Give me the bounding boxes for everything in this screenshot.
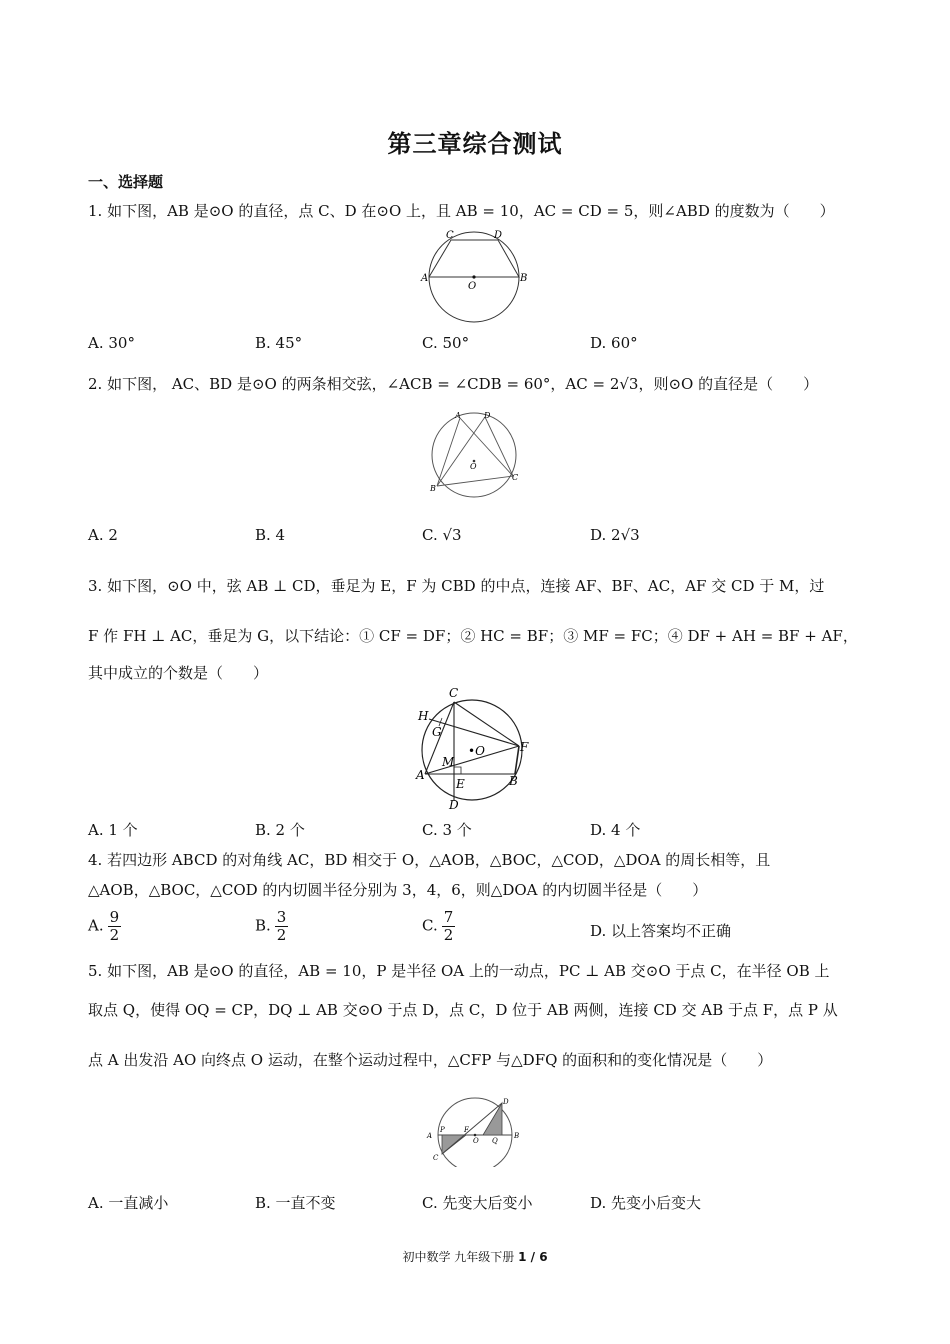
q1-option-c: C. 50° <box>422 334 470 352</box>
question-3-line-3: 其中成立的个数是（ ） <box>88 664 269 682</box>
q4-option-b: B. $\frac{3}{2}$ <box>255 908 287 944</box>
question-5-line-3: 点 A 出发沿 AO 向终点 O 运动，在整个运动过程中，△CFP 与△DFQ 的面积和的变化情况是（ ） <box>88 1051 773 1069</box>
q2-label-a: A <box>455 411 461 420</box>
q5-option-b: B. 一直不变 <box>255 1194 336 1212</box>
q3-label-d: D <box>449 798 459 812</box>
q4-option-a: A. $\frac{9}{2}$ <box>88 908 120 944</box>
q5-option-d: D. 先变小后变大 <box>590 1194 702 1212</box>
q2-option-a: A. 2 <box>88 526 118 544</box>
q3-label-b: B <box>509 774 518 788</box>
q1-label-b: B <box>520 273 528 284</box>
question-2-text: 2. 如下图， AC、BD 是⊙O 的两条相交弦，∠ACB = ∠CDB = 60°，AC = 2√3，则⊙O 的直径是（ ） <box>88 375 819 393</box>
q5-triangle-dfq <box>483 1103 502 1135</box>
q3-label-c: C <box>449 686 459 700</box>
question-1-text: 1. 如下图，AB 是⊙O 的直径，点 C、D 在⊙O 上，且 AB = 10，AC = CD = 5，则∠ABD 的度数为（ ） <box>88 202 835 220</box>
q3-label-m: M <box>442 755 455 769</box>
question-3-figure <box>412 684 537 812</box>
question-4-line-1: 4. 若四边形 ABCD 的对角线 AC，BD 相交于 O，△AOB，△BOC，△COD，△DOA 的周长相等，且 <box>88 851 771 869</box>
q3-label-o: •O <box>468 744 485 758</box>
q2-label-o: O <box>470 462 477 471</box>
q1-label-o: O <box>468 281 477 292</box>
q2-label-c: C <box>512 473 519 482</box>
section-heading: 一、选择题 <box>88 173 164 191</box>
q2-label-d: D <box>484 411 491 420</box>
q3-label-g: G <box>432 725 442 739</box>
q5-label-d: D <box>503 1098 509 1106</box>
q2-option-d: D. 2√3 <box>590 526 640 544</box>
page-number: 1 / 6 <box>518 1250 548 1264</box>
q5-label-c: C <box>433 1154 439 1162</box>
q5-label-o: O <box>473 1137 479 1145</box>
q1-center-dot <box>472 275 475 278</box>
q1-label-a: A <box>421 273 429 284</box>
question-1-figure <box>418 228 533 323</box>
q2-option-c: C. √3 <box>422 526 462 544</box>
q5-label-p: P <box>440 1126 445 1134</box>
q3-label-a: A <box>416 768 425 782</box>
q4-option-c: C. $\frac{7}{2}$ <box>422 908 454 944</box>
q3-label-f: F <box>520 740 529 754</box>
q4-option-d: D. 以上答案均不正确 <box>590 922 732 940</box>
footer-text: 初中数学 九年级下册 <box>402 1250 515 1264</box>
q5-label-b: B <box>514 1132 520 1140</box>
page-footer <box>0 1248 950 1265</box>
q5-center-dot <box>474 1134 477 1137</box>
q2-label-b: B <box>430 484 436 493</box>
q5-option-c: C. 先变大后变小 <box>422 1194 533 1212</box>
q5-label-q: Q <box>492 1137 498 1145</box>
question-5-line-1: 5. 如下图，AB 是⊙O 的直径，AB = 10，P 是半径 OA 上的一动点，PC ⊥ AB 交⊙O 于点 C，在半径 OB 上 <box>88 962 830 980</box>
q1-option-b: B. 45° <box>255 334 303 352</box>
question-3-line-2: F 作 FH ⊥ AC，垂足为 G，以下结论：① CF = DF；② HC = BF；③ MF = FC；④ DF + AH = BF + AF， <box>88 627 858 645</box>
question-5-line-2: 取点 Q，使得 OQ = CP，DQ ⊥ AB 交⊙O 于点 D，点 C，D 位于 AB 两侧，连接 CD 交 AB 于点 F，点 P 从 <box>88 1001 838 1019</box>
q1-option-d: D. 60° <box>590 334 638 352</box>
q1-label-d: D <box>494 230 503 241</box>
question-4-line-2: △AOB，△BOC，△COD 的内切圆半径分别为 3，4，6，则△DOA 的内切圆半径是（ ） <box>88 881 708 899</box>
q3-option-a: A. 1 个 <box>88 821 138 839</box>
q5-label-a: A <box>427 1132 433 1140</box>
question-5-figure <box>422 1092 527 1167</box>
q5-option-a: A. 一直减小 <box>88 1194 169 1212</box>
q3-label-h: H <box>418 709 429 723</box>
q1-option-a: A. 30° <box>88 334 135 352</box>
q5-label-f: F <box>464 1126 469 1134</box>
q3-option-c: C. 3 个 <box>422 821 472 839</box>
q3-option-b: B. 2 个 <box>255 821 305 839</box>
page-title: 第三章综合测试 <box>387 130 563 158</box>
q1-label-c: C <box>446 230 454 241</box>
question-3-line-1: 3. 如下图，⊙O 中，弦 AB ⊥ CD，垂足为 E，F 为 CBD 的中点，连接 AF、BF、AC，AF 交 CD 于 M，过 <box>88 577 825 595</box>
q2-option-b: B. 4 <box>255 526 286 544</box>
q3-option-d: D. 4 个 <box>590 821 641 839</box>
question-2-figure <box>425 408 525 498</box>
q3-label-e: E <box>456 777 465 791</box>
